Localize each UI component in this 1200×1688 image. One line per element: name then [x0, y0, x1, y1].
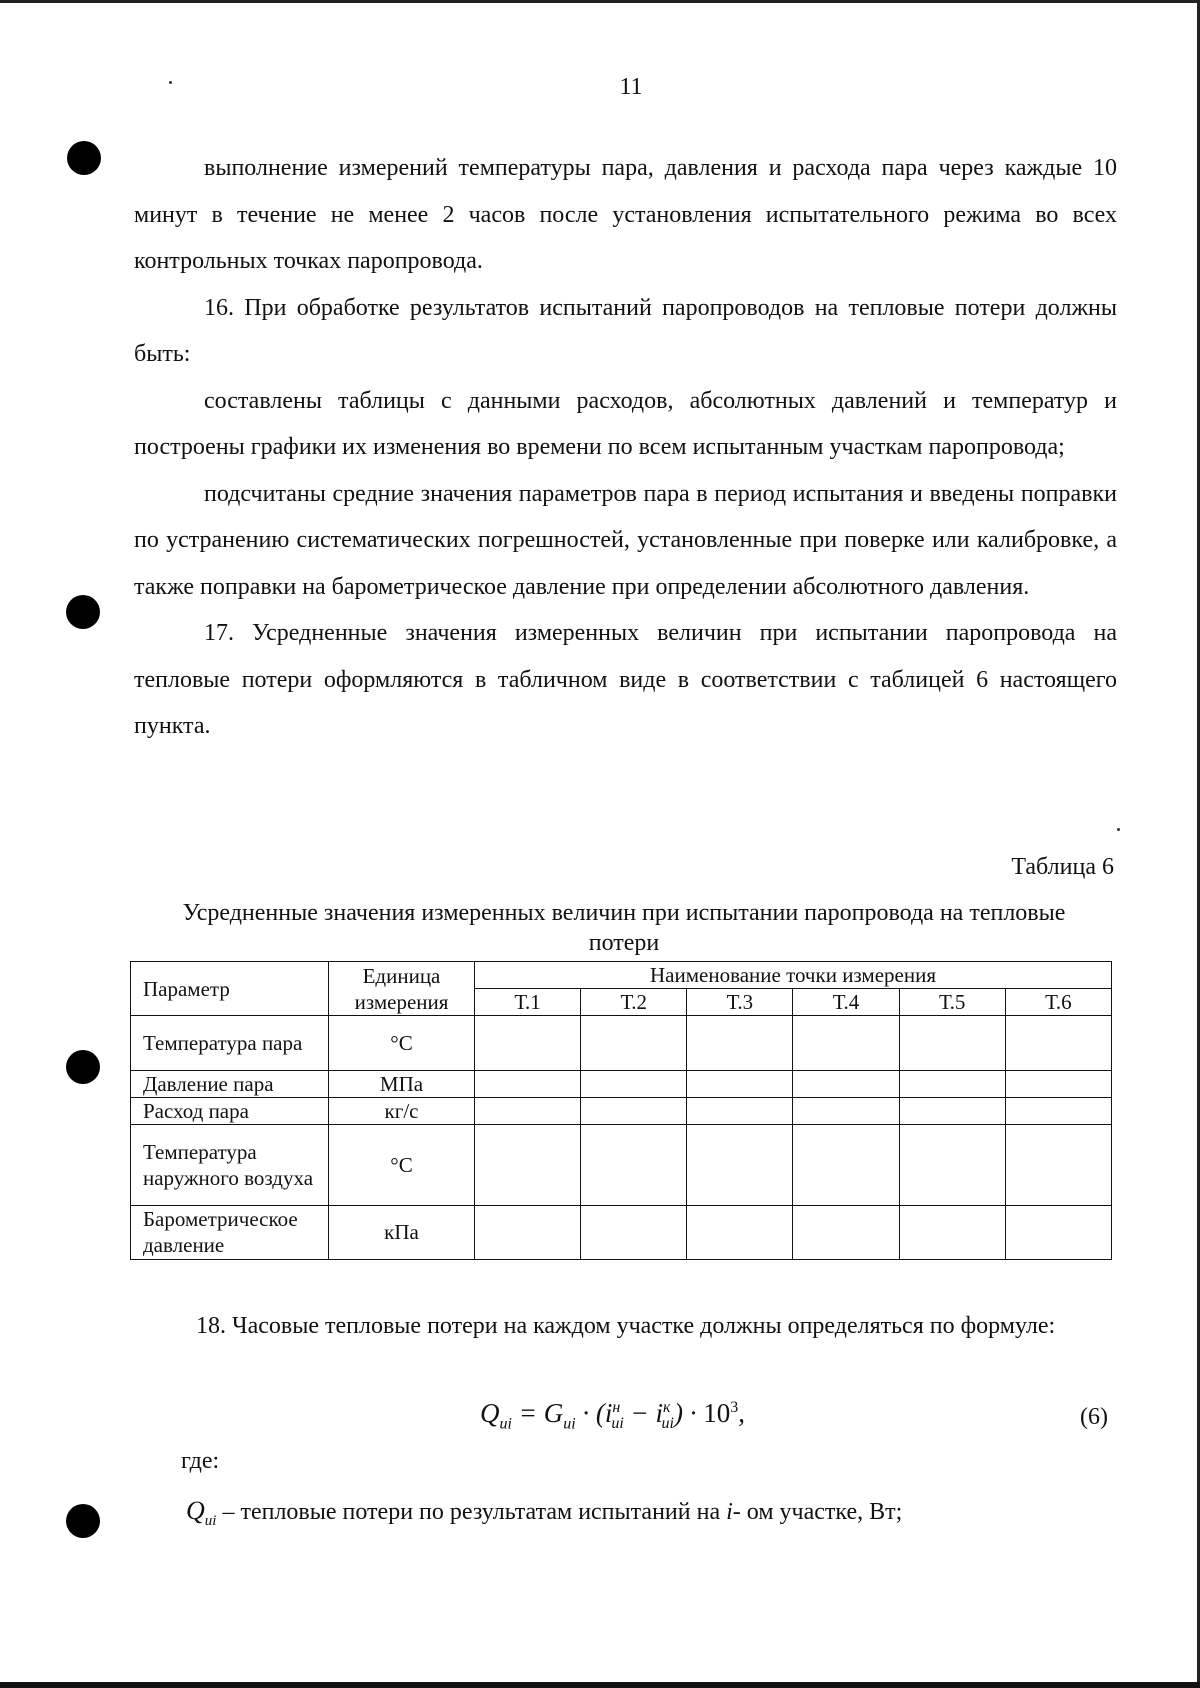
row-unit: кг/с [329, 1097, 475, 1124]
value-cell [475, 1205, 581, 1259]
body-text [134, 145, 1117, 750]
page-number: 11 [619, 74, 643, 100]
value-cell [475, 1070, 581, 1097]
value-cell [581, 1016, 687, 1070]
table-header-row [131, 962, 1112, 989]
formula-symbol: Q [480, 1398, 500, 1428]
header-unit: Единица измерения [329, 962, 475, 1016]
formula-subscript: иi [563, 1415, 576, 1433]
value-cell [687, 1097, 793, 1124]
value-cell [581, 1097, 687, 1124]
formula-symbol: i [604, 1398, 613, 1428]
value-cell [899, 1016, 1005, 1070]
row-param: Барометрическое давление [131, 1205, 329, 1259]
punch-hole [66, 595, 100, 629]
formula-operator: − [630, 1398, 649, 1428]
value-cell [581, 1205, 687, 1259]
formula-paren: ) [673, 1398, 683, 1428]
formula-6 [480, 1398, 745, 1433]
header-point: Т.4 [793, 989, 899, 1016]
scan-border-bottom [0, 1682, 1200, 1688]
formula-comma: , [738, 1398, 745, 1428]
formula-number: (6) [1080, 1404, 1108, 1430]
row-param: Температура пара [131, 1016, 329, 1070]
header-point: Т.3 [687, 989, 793, 1016]
table-row [131, 1016, 1112, 1070]
value-cell [581, 1125, 687, 1206]
header-param: Параметр [131, 962, 329, 1016]
row-unit: МПа [329, 1070, 475, 1097]
value-cell [475, 1016, 581, 1070]
paragraph-item-16: 16. При обработке результатов испытаний паропроводов на тепловые потери должны быть: [134, 294, 1117, 367]
formula-superscript: н [612, 1399, 621, 1416]
formula-operator: · [582, 1398, 590, 1428]
value-cell [899, 1125, 1005, 1206]
definition-variable: i [726, 1499, 733, 1525]
value-cell [1005, 1070, 1111, 1097]
formula-subscript: иi [661, 1415, 674, 1433]
scan-border-top [0, 0, 1200, 3]
formula-power: 3 [730, 1399, 739, 1416]
table-row [131, 1097, 1112, 1124]
scan-speck [1117, 828, 1120, 831]
definition-text: - ом участке, Вт; [732, 1499, 903, 1525]
where-label: где: [181, 1448, 220, 1474]
definition-text: – тепловые потери по результатам испытаний на [216, 1499, 727, 1525]
row-unit: кПа [329, 1205, 475, 1259]
paragraph-item-18: 18. Часовые тепловые потери на каждом участке должны определяться по формуле: [196, 1313, 1056, 1339]
punch-hole [67, 141, 101, 175]
formula-number-ten: 10 [703, 1398, 731, 1428]
value-cell [793, 1205, 899, 1259]
table-title: Усредненные значения измеренных величин при испытании паропровода на тепловые потери [182, 900, 1066, 956]
table-row [131, 1205, 1112, 1259]
formula-subscript: иi [499, 1415, 512, 1433]
paragraph: подсчитаны средние значения параметров пара в период испытания и введены поправки по устранению систематических погрешностей, установленные при поверке или калибровке, а также поправки на барометрическое давление при определении абсолютного давления. [134, 480, 1117, 600]
header-point: Т.6 [1005, 989, 1111, 1016]
row-param: Температура наружного воздуха [131, 1125, 329, 1206]
table-row [131, 1070, 1112, 1097]
formula-paren: ( [595, 1398, 605, 1428]
definition-symbol: Q [186, 1496, 205, 1525]
paragraph: выполнение измерений температуры пара, давления и расхода пара через каждые 10 минут в течение не менее 2 часов после установления испытательного режима во всех контрольных точках паропровода. [134, 155, 1117, 274]
formula-operator: · [689, 1398, 697, 1428]
definition-subscript: иi [204, 1512, 217, 1529]
value-cell [1005, 1125, 1111, 1206]
table-caption: Таблица 6 [1011, 854, 1114, 880]
table-row [131, 1125, 1112, 1206]
row-unit: °С [329, 1125, 475, 1206]
value-cell [1005, 1097, 1111, 1124]
formula-symbol: i [655, 1398, 664, 1428]
value-cell [687, 1205, 793, 1259]
value-cell [793, 1125, 899, 1206]
value-cell [687, 1016, 793, 1070]
value-cell [1005, 1016, 1111, 1070]
formula-operator: = [518, 1398, 537, 1428]
value-cell [475, 1097, 581, 1124]
value-cell [899, 1205, 1005, 1259]
punch-hole [66, 1050, 100, 1084]
value-cell [793, 1070, 899, 1097]
measurement-table [130, 961, 1112, 1260]
row-param: Давление пара [131, 1070, 329, 1097]
value-cell [581, 1070, 687, 1097]
value-cell [687, 1125, 793, 1206]
body-text [126, 1303, 1109, 1349]
formula-subscript: иi [611, 1415, 624, 1433]
definition-line [186, 1496, 902, 1530]
header-point: Т.2 [581, 989, 687, 1016]
header-points-group: Наименование точки измерения [475, 962, 1112, 989]
header-point: Т.5 [899, 989, 1005, 1016]
value-cell [793, 1016, 899, 1070]
header-point: Т.1 [475, 989, 581, 1016]
paragraph-item-17: 17. Усредненные значения измеренных величин при испытании паропровода на тепловые потери оформляются в табличном виде в соответствии с таблицей 6 настоящего пункта. [134, 620, 1117, 739]
row-param: Расход пара [131, 1097, 329, 1124]
formula-superscript: к [663, 1399, 671, 1416]
punch-hole [66, 1504, 100, 1538]
value-cell [687, 1070, 793, 1097]
paragraph: составлены таблицы с данными расходов, абсолютных давлений и температур и построены графики их изменения во времени по всем испытанным участкам паропровода; [134, 387, 1117, 460]
value-cell [475, 1125, 581, 1206]
value-cell [793, 1097, 899, 1124]
row-unit: °С [329, 1016, 475, 1070]
formula-symbol: G [543, 1398, 564, 1428]
value-cell [1005, 1205, 1111, 1259]
value-cell [899, 1097, 1005, 1124]
value-cell [899, 1070, 1005, 1097]
